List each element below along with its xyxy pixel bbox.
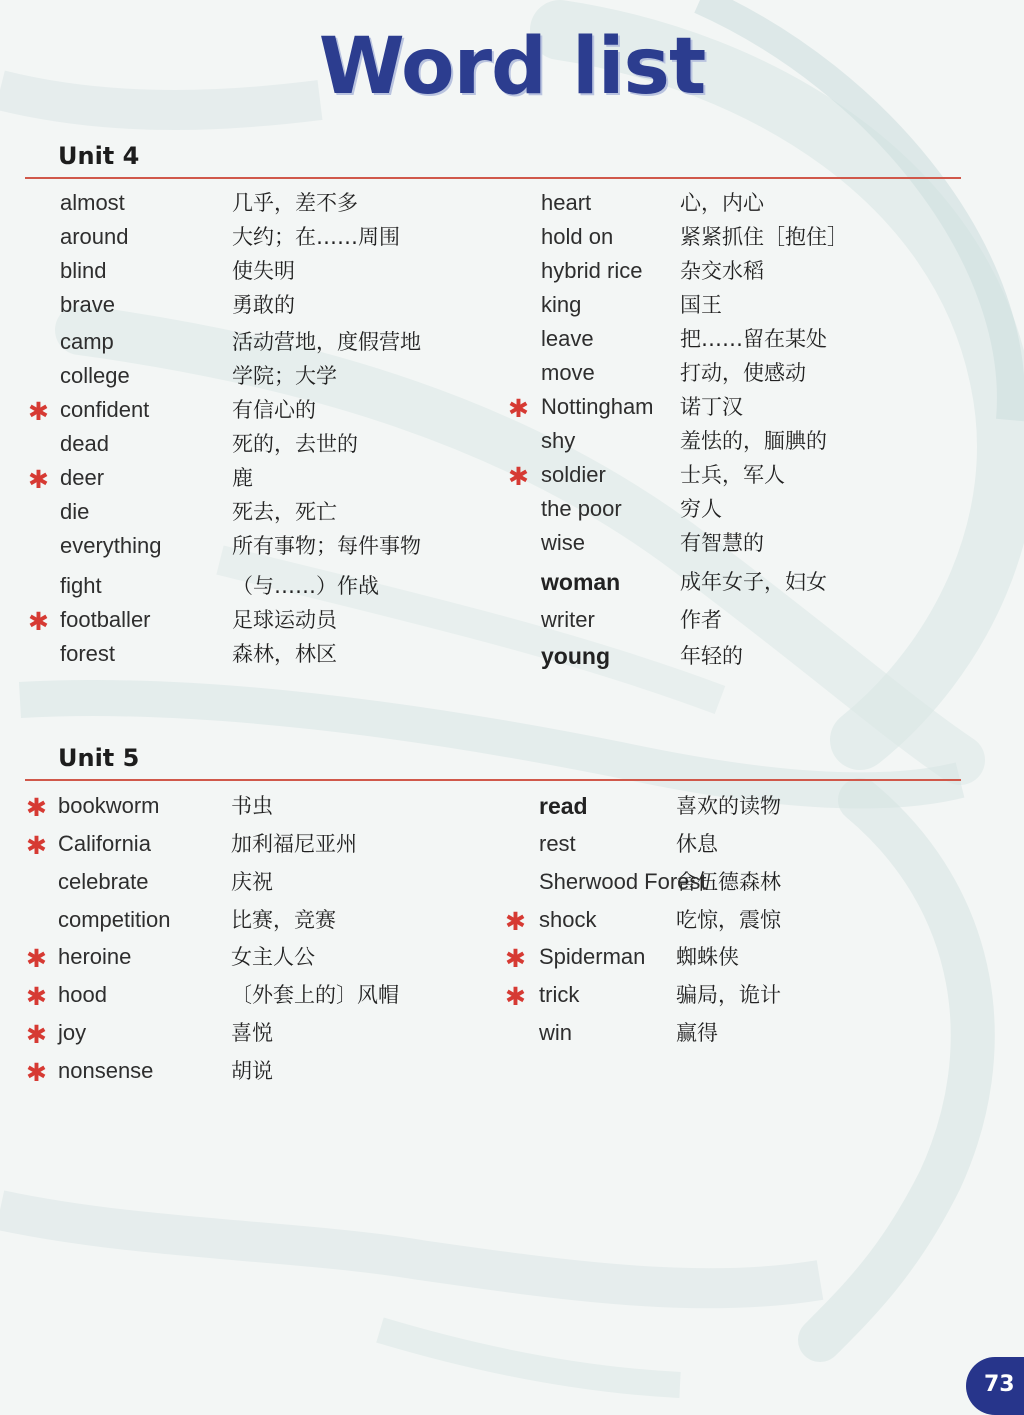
- entry-definition: 书虫: [231, 794, 273, 818]
- unit-4-divider: [25, 177, 961, 179]
- word-entry: [0, 188, 1024, 218]
- required-star-icon: ✱: [26, 831, 47, 860]
- required-star-icon: ✱: [505, 907, 526, 936]
- word-entry: [0, 1018, 1024, 1048]
- entry-word: hybrid rice: [541, 258, 643, 283]
- required-star-icon: ✱: [26, 793, 47, 822]
- entry-definition: 几乎，差不多: [232, 191, 358, 215]
- entry-definition: 森林，林区: [232, 642, 337, 666]
- entry-word: young: [541, 643, 610, 669]
- word-entry: [0, 222, 1024, 252]
- entry-word: trick: [539, 982, 580, 1007]
- entry-word: heart: [541, 190, 592, 215]
- page-title: Word list: [318, 22, 706, 112]
- entry-word: read: [539, 793, 588, 819]
- entry-word: Sherwood Forest: [539, 869, 707, 894]
- word-entry: [0, 605, 1024, 635]
- entry-word: almost: [60, 190, 125, 215]
- entry-definition: （与……）作战: [232, 574, 379, 598]
- entry-definition: 作者: [680, 608, 722, 632]
- entry-definition: 所有事物；每件事物: [232, 534, 421, 558]
- entry-definition: 赢得: [676, 1021, 718, 1045]
- unit-5-divider: [25, 779, 961, 781]
- required-star-icon: ✱: [26, 1020, 47, 1049]
- word-entry: [0, 460, 1024, 490]
- word-entry: [0, 567, 1024, 597]
- word-entry: [0, 829, 1024, 859]
- word-entry: [0, 791, 1024, 821]
- entry-definition: 庆祝: [231, 870, 273, 894]
- required-star-icon: ✱: [26, 1058, 47, 1087]
- entry-word: camp: [60, 329, 114, 354]
- entry-word: forest: [60, 641, 116, 666]
- word-entry: [0, 290, 1024, 320]
- entry-definition: 舍伍德森林: [676, 870, 781, 894]
- entry-word: California: [58, 831, 151, 856]
- entry-definition: 休息: [676, 832, 718, 856]
- entry-word: dead: [60, 431, 109, 456]
- word-entry: [0, 358, 1024, 388]
- entry-definition: 勇敢的: [232, 293, 295, 317]
- required-star-icon: ✱: [505, 982, 526, 1011]
- entry-definition: 打动，使感动: [680, 361, 806, 385]
- entry-word: the poor: [541, 496, 622, 521]
- entry-definition: 年轻的: [680, 644, 743, 668]
- word-entry: [0, 256, 1024, 286]
- entry-word: hold on: [541, 224, 614, 249]
- entry-definition: 喜欢的读物: [676, 794, 781, 818]
- word-entry: [0, 426, 1024, 456]
- entry-definition: 足球运动员: [232, 608, 337, 632]
- required-star-icon: ✱: [505, 944, 526, 973]
- word-entry: [0, 1056, 1024, 1086]
- required-star-icon: ✱: [26, 982, 47, 1011]
- word-entry: [0, 392, 1024, 422]
- entry-definition: 羞怯的，腼腆的: [680, 429, 827, 453]
- entry-word: Spiderman: [539, 944, 646, 969]
- entry-word: move: [541, 360, 595, 385]
- required-star-icon: ✱: [28, 397, 49, 426]
- entry-definition: 骗局，诡计: [676, 983, 781, 1007]
- entry-definition: 诺丁汉: [680, 395, 743, 419]
- entry-word: confident: [60, 397, 150, 422]
- entry-word: woman: [541, 569, 621, 595]
- required-star-icon: ✱: [508, 394, 529, 423]
- entry-word: king: [541, 292, 582, 317]
- entry-definition: 女主人公: [231, 945, 315, 969]
- entry-word: soldier: [541, 462, 606, 487]
- unit-4-heading: Unit 4: [58, 142, 140, 170]
- entry-word: deer: [60, 465, 105, 490]
- entry-definition: 加利福尼亚州: [231, 832, 357, 856]
- entry-definition: 比赛，竞赛: [231, 908, 336, 932]
- entry-word: joy: [58, 1020, 87, 1045]
- entry-definition: 穷人: [680, 497, 722, 521]
- entry-word: fight: [60, 573, 102, 598]
- entry-word: blind: [60, 258, 107, 283]
- entry-definition: 学院；大学: [232, 364, 337, 388]
- entry-word: shock: [539, 907, 597, 932]
- word-entry: [0, 324, 1024, 354]
- entry-word: everything: [60, 533, 162, 558]
- entry-word: writer: [541, 607, 595, 632]
- entry-word: brave: [60, 292, 116, 317]
- entry-word: wise: [541, 530, 586, 555]
- entry-definition: 把……留在某处: [680, 327, 827, 351]
- entry-word: rest: [539, 831, 576, 856]
- entry-word: win: [539, 1020, 573, 1045]
- entry-definition: 国王: [680, 293, 722, 317]
- entry-definition: 死去，死亡: [232, 500, 337, 524]
- word-entry: [0, 980, 1024, 1010]
- entry-definition: 喜悦: [231, 1021, 273, 1045]
- word-entry: [0, 528, 1024, 558]
- entry-definition: 使失明: [232, 259, 295, 283]
- entry-word: footballer: [60, 607, 151, 632]
- page-number: 73: [966, 1357, 1024, 1415]
- entry-definition: 紧紧抓住［抱住］: [680, 225, 848, 249]
- entry-definition: 士兵，军人: [680, 463, 785, 487]
- word-entry: [0, 641, 1024, 671]
- entry-definition: 胡说: [231, 1059, 273, 1083]
- entry-word: hood: [58, 982, 107, 1007]
- required-star-icon: ✱: [508, 462, 529, 491]
- word-entry: [0, 867, 1024, 897]
- entry-word: leave: [541, 326, 594, 351]
- entry-word: competition: [58, 907, 171, 932]
- entry-word: nonsense: [58, 1058, 154, 1083]
- entry-word: bookworm: [58, 793, 160, 818]
- entry-word: college: [60, 363, 130, 388]
- entry-word: celebrate: [58, 869, 149, 894]
- required-star-icon: ✱: [28, 465, 49, 494]
- entry-definition: 活动营地，度假营地: [232, 330, 421, 354]
- required-star-icon: ✱: [26, 944, 47, 973]
- entry-definition: 心，内心: [680, 191, 764, 215]
- entry-word: shy: [541, 428, 576, 453]
- entry-definition: 杂交水稻: [680, 259, 764, 283]
- word-entry: [0, 905, 1024, 935]
- entry-definition: 蜘蛛侠: [676, 945, 739, 969]
- entry-definition: 有智慧的: [680, 531, 764, 555]
- entry-definition: 死的，去世的: [232, 432, 358, 456]
- entry-definition: 吃惊，震惊: [676, 908, 781, 932]
- unit-5-heading: Unit 5: [58, 744, 140, 772]
- entry-word: around: [60, 224, 129, 249]
- entry-definition: 成年女子，妇女: [680, 570, 827, 594]
- required-star-icon: ✱: [28, 607, 49, 636]
- entry-definition: 〔外套上的〕风帽: [231, 983, 399, 1007]
- entry-word: die: [60, 499, 90, 524]
- entry-definition: 大约；在……周围: [232, 225, 400, 249]
- entry-definition: 有信心的: [232, 398, 316, 422]
- entry-word: Nottingham: [541, 394, 654, 419]
- word-entry: [0, 494, 1024, 524]
- word-entry: [0, 942, 1024, 972]
- entry-word: heroine: [58, 944, 132, 969]
- entry-definition: 鹿: [232, 466, 253, 490]
